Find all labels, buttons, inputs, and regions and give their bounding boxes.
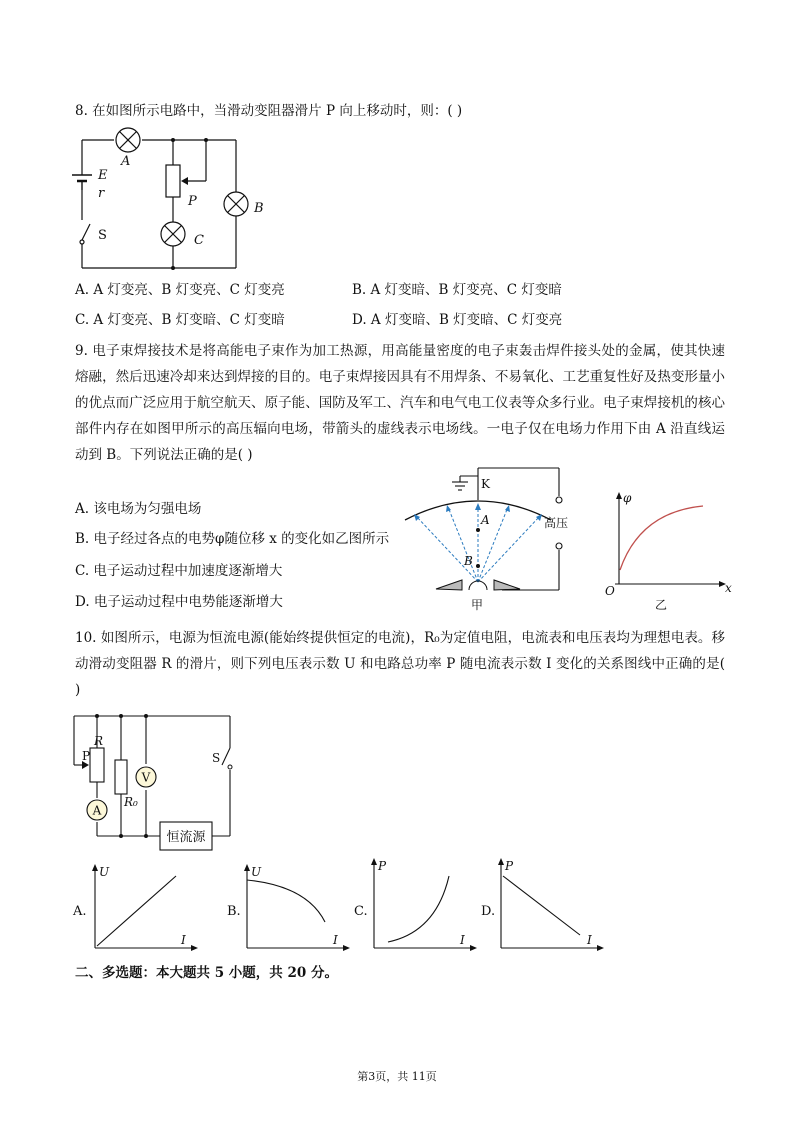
q10-graph-b-x: I [333,933,338,947]
q8-label-r: r [98,186,105,201]
q10-graph-a[interactable] [92,864,198,951]
q10-label-s: S [212,751,221,765]
q8-label-b: B [254,201,264,216]
q9-option-a[interactable]: A. 该电场为匀强电场 [75,501,202,517]
q10-graph-c-letter[interactable]: C. [354,904,368,919]
page-footer: 第3页，共 11页 [357,1070,437,1083]
q8-label-a: A [121,154,131,169]
q10-graph-b-y: U [251,865,262,879]
q8-label-p: P [188,194,197,209]
q10-stem: 10. 如图所示，电源为恒流电源(能始终提供恒定的电流)，R₀为定值电阻，电流表和电压表均为理想电表。移动滑动变阻器 R 的滑片，则下列电压表示数 U 和电路总功率 P 随电流表示数 I 变化的关系图线中正确的是( ) [75,630,725,698]
q10-graph-c-y: P [378,859,387,873]
q10-graph-d-x: I [587,933,592,947]
q8-option-c[interactable]: C. A 灯变亮、B 灯变暗、C 灯变暗 [75,312,285,328]
q10-graph-a-letter[interactable]: A. [73,904,87,919]
q10-label-p: P [82,749,91,763]
q9-stem: 9. 电子束焊接技术是将高能电子束作为加工热源，用高能量密度的电子束轰击焊件接头处的金属，使其快速熔融，然后迅速冷却来达到焊接的目的。电子束焊接因具有不用焊条、不易氧化、工艺重复性好及热变形量小的优点而广泛应用于航空航天、原子能、国防及军工、汽车和电气电工仪表等众多行业。电子束焊接机的核心部件内存在如图甲所示的高压辐向电场，带箭头的虚线表示电场线。一电子仅在电场力作用下由 A 沿直线运动到 B。下列说法正确的是( ) [75,343,725,463]
q9-option-b[interactable]: B. 电子经过各点的电势φ随位移 x 的变化如乙图所示 [75,531,390,547]
q10-source-label: 恒流源 [166,830,206,845]
q10-graph-a-x: I [181,933,186,947]
q10-label-r: R [94,734,104,748]
q10-graph-a-y: U [99,865,110,879]
q9-jia-label-k: K [481,477,490,491]
q10-graph-b[interactable] [244,864,350,951]
q8-label-e: E [98,168,108,183]
q8-stem: 8. 在如图所示电路中，当滑动变阻器滑片 P 向上移动时，则：( ) [75,103,463,119]
q10-graph-d[interactable] [498,858,604,951]
q10-graph-c[interactable] [371,858,477,951]
q9-yi-x-axis: x [725,581,732,595]
q8-label-s: S [98,228,107,243]
section-2-heading: 二、多选题：本大题共 5 小题，共 20 分。 [75,965,338,981]
q8-option-a[interactable]: A. A 灯变亮、B 灯变亮、C 灯变亮 [75,282,285,298]
q8-label-c: C [194,233,204,248]
q10-graph-b-letter[interactable]: B. [227,904,241,919]
q9-yi-origin: O [605,584,615,598]
q9-yi-y-axis: φ [623,491,632,505]
q10-label-r0: R₀ [124,795,138,809]
q8-option-d[interactable]: D. A 灯变暗、B 灯变暗、C 灯变亮 [352,312,563,328]
q10-graph-d-letter[interactable]: D. [481,904,496,919]
q9-option-d[interactable]: D. 电子运动过程中电势能逐渐增大 [75,594,283,610]
q8-option-b[interactable]: B. A 灯变暗、B 灯变亮、C 灯变暗 [352,282,562,298]
q9-jia-label-b: B [464,554,473,568]
q10-ammeter-label: A [92,803,102,818]
q10-graph-c-x: I [460,933,465,947]
q9-option-c[interactable]: C. 电子运动过程中加速度逐渐增大 [75,563,283,579]
q10-graph-d-y: P [505,859,514,873]
q10-voltmeter-label: V [141,770,151,785]
q9-yi-caption: 乙 [655,598,668,612]
q9-jia-label-high-voltage: 高压 [544,516,569,530]
q9-jia-caption: 甲 [471,598,484,612]
q9-jia-label-a: A [481,513,490,527]
